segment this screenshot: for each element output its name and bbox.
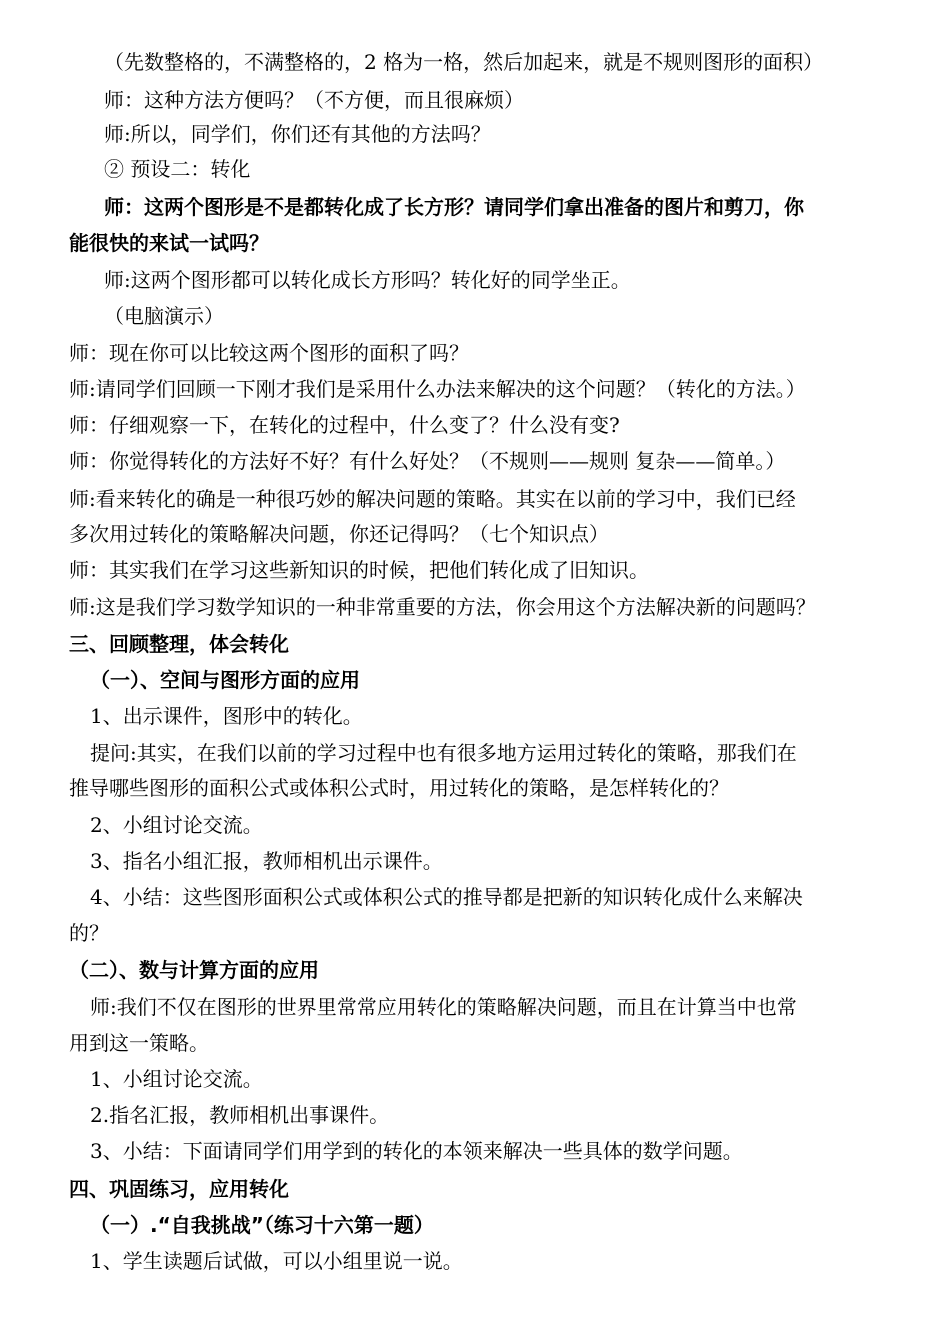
text-line: 师：仔细观察一下，在转化的过程中，什么变了？什么没有变? (69, 413, 620, 437)
text-line: 师:我们不仅在图形的世界里常常应用转化的策略解决问题，而且在计算当中也常 (90, 995, 797, 1019)
text-line: 师:请同学们回顾一下刚才我们是采用什么办法来解决的这个问题？（转化的方法。） (69, 377, 806, 401)
text-line: 用到这一策略。 (69, 1031, 209, 1055)
text-line: 1、小组讨论交流。 (90, 1067, 263, 1091)
text-line: 师：这种方法方便吗？（不方便，而且很麻烦） (104, 88, 524, 112)
text-line: 4、小结：这些图形面积公式或体积公式的推导都是把新的知识转化成什么来解决 (90, 885, 803, 909)
text-line: 师:看来转化的确是一种很巧妙的解决问题的策略。其实在以前的学习中，我们已经 (69, 487, 796, 511)
text-line: 提问:其实，在我们以前的学习过程中也有很多地方运用过转化的策略，那我们在 (90, 741, 797, 765)
text-line: 2.指名汇报，教师相机出事课件。 (90, 1103, 390, 1127)
text-line: 师:这两个图形都可以转化成长方形吗？转化好的同学坐正。 (104, 268, 631, 292)
text-line: （先数整格的，不满整格的，2 格为一格，然后加起来，就是不规则图形的面积） (104, 50, 824, 74)
text-line: 师:这是我们学习数学知识的一种非常重要的方法，你会用这个方法解决新的问题吗？ (69, 595, 816, 619)
bold-text-line: 师：这两个图形是不是都转化成了长方形？请同学们拿出准备的图片和剪刀，你 (104, 195, 804, 219)
text-line: 的？ (69, 921, 109, 945)
text-line: 1、出示课件，图形中的转化。 (90, 704, 363, 728)
text-line: （电脑演示） (104, 304, 224, 328)
text-line: 师:所以，同学们，你们还有其他的方法吗？ (104, 122, 491, 146)
subsection-heading: （一）.“自我挑战”（练习十六第一题） (90, 1213, 434, 1237)
text-line: 3、小结：下面请同学们用学到的转化的本领来解决一些具体的数学问题。 (90, 1139, 743, 1163)
subsection-heading: （二）、数与计算方面的应用 (69, 958, 319, 982)
text-line: 师：现在你可以比较这两个图形的面积了吗？ (69, 341, 469, 365)
text-line: 师：你觉得转化的方法好不好？有什么好处？（不规则——规则 复杂——简单。） (69, 449, 786, 473)
text-line: ② 预设二：转化 (104, 157, 251, 181)
text-line: 多次用过转化的策略解决问题，你还记得吗？（七个知识点） (69, 522, 609, 546)
text-line: 师：其实我们在学习这些新知识的时候，把他们转化成了旧知识。 (69, 558, 649, 582)
section-heading: 三、回顾整理，体会转化 (69, 632, 289, 656)
text-line: 2、小组讨论交流。 (90, 813, 263, 837)
text-line: 推导哪些图形的面积公式或体积公式时，用过转化的策略，是怎样转化的？ (69, 776, 729, 800)
subsection-heading: （一）、空间与图形方面的应用 (90, 668, 360, 692)
section-heading: 四、巩固练习，应用转化 (69, 1177, 289, 1201)
text-line: 3、指名小组汇报，教师相机出示课件。 (90, 849, 443, 873)
bold-text-line: 能很快的来试一试吗？ (69, 231, 269, 255)
text-line: 1、学生读题后试做，可以小组里说一说。 (90, 1249, 463, 1273)
